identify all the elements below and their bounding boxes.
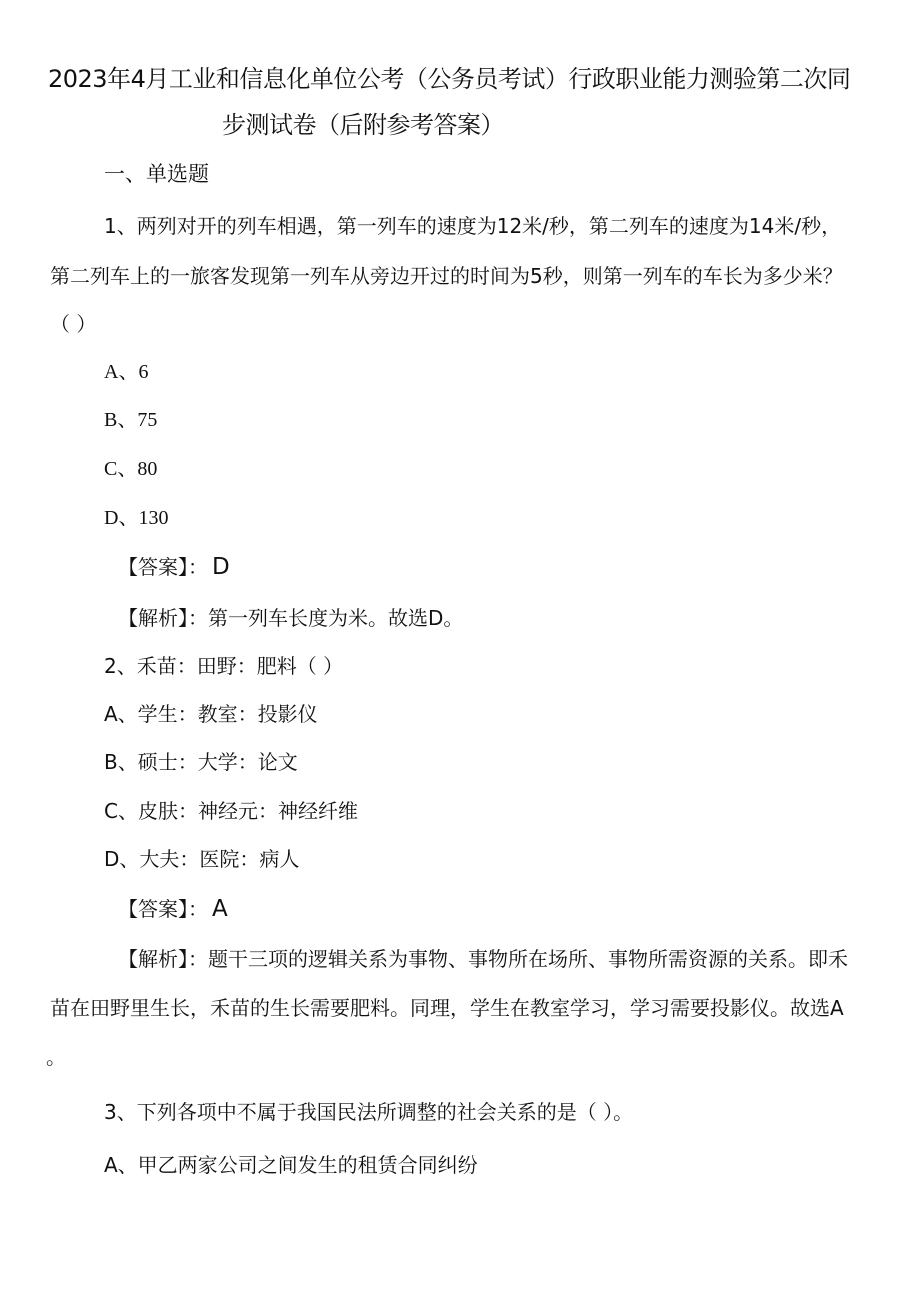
question-1-option-c: C、80 <box>104 458 158 480</box>
question-2-option-c: C、皮肤：神经元：神经纤维 <box>104 799 358 823</box>
question-2-option-b: B、硕士：大学：论文 <box>104 750 298 774</box>
question-1-stem-line-1: 1、两列对开的列车相遇，第一列车的速度为12米/秒，第二列车的速度为14米/秒， <box>104 214 842 238</box>
document-title <box>48 56 872 148</box>
section-heading: 一、单选题 <box>104 162 209 186</box>
answer-label: 【答案】： <box>118 897 208 921</box>
question-1-option-a: A、6 <box>104 361 149 383</box>
question-3-stem: 3、下列各项中不属于我国民法所调整的社会关系的是（ ）。 <box>104 1100 634 1124</box>
question-3-option-a: A、甲乙两家公司之间发生的租赁合同纠纷 <box>104 1153 478 1177</box>
question-1-option-b: B、75 <box>104 409 158 431</box>
question-1-analysis: 【解析】：第一列车长度为米。故选D。 <box>118 606 464 630</box>
title-line-2: 步测试卷（后附参考答案） <box>222 111 504 139</box>
answer-value: D <box>212 554 230 580</box>
question-1-stem-line-2: 第二列车上的一旅客发现第一列车从旁边开过的时间为5秒，则第一列车的车长为多少米？ <box>50 264 843 288</box>
question-2-option-d: D、大夫：医院：病人 <box>104 847 300 871</box>
question-2-analysis-line-3: 。 <box>46 1045 66 1069</box>
question-2-option-a: A、学生：教室：投影仪 <box>104 702 318 726</box>
question-1-stem-line-3: （ ） <box>50 312 97 336</box>
answer-label: 【答案】： <box>118 555 208 579</box>
question-2-stem: 2、禾苗：田野：肥料（ ） <box>104 654 344 678</box>
question-2-analysis-line-2: 苗在田野里生长，禾苗的生长需要肥料。同理，学生在教室学习，学习需要投影仪。故选A <box>50 996 844 1020</box>
question-1-answer <box>118 553 230 581</box>
question-2-analysis-line-1: 【解析】：题干三项的逻辑关系为事物、事物所在场所、事物所需资源的关系。即禾 <box>118 947 848 971</box>
question-1-option-d: D、130 <box>104 507 169 529</box>
title-line-1: 2023年4月工业和信息化单位公考（公务员考试）行政职业能力测验第二次同 <box>48 65 851 93</box>
question-2-answer <box>118 895 228 923</box>
answer-value: A <box>212 896 228 922</box>
